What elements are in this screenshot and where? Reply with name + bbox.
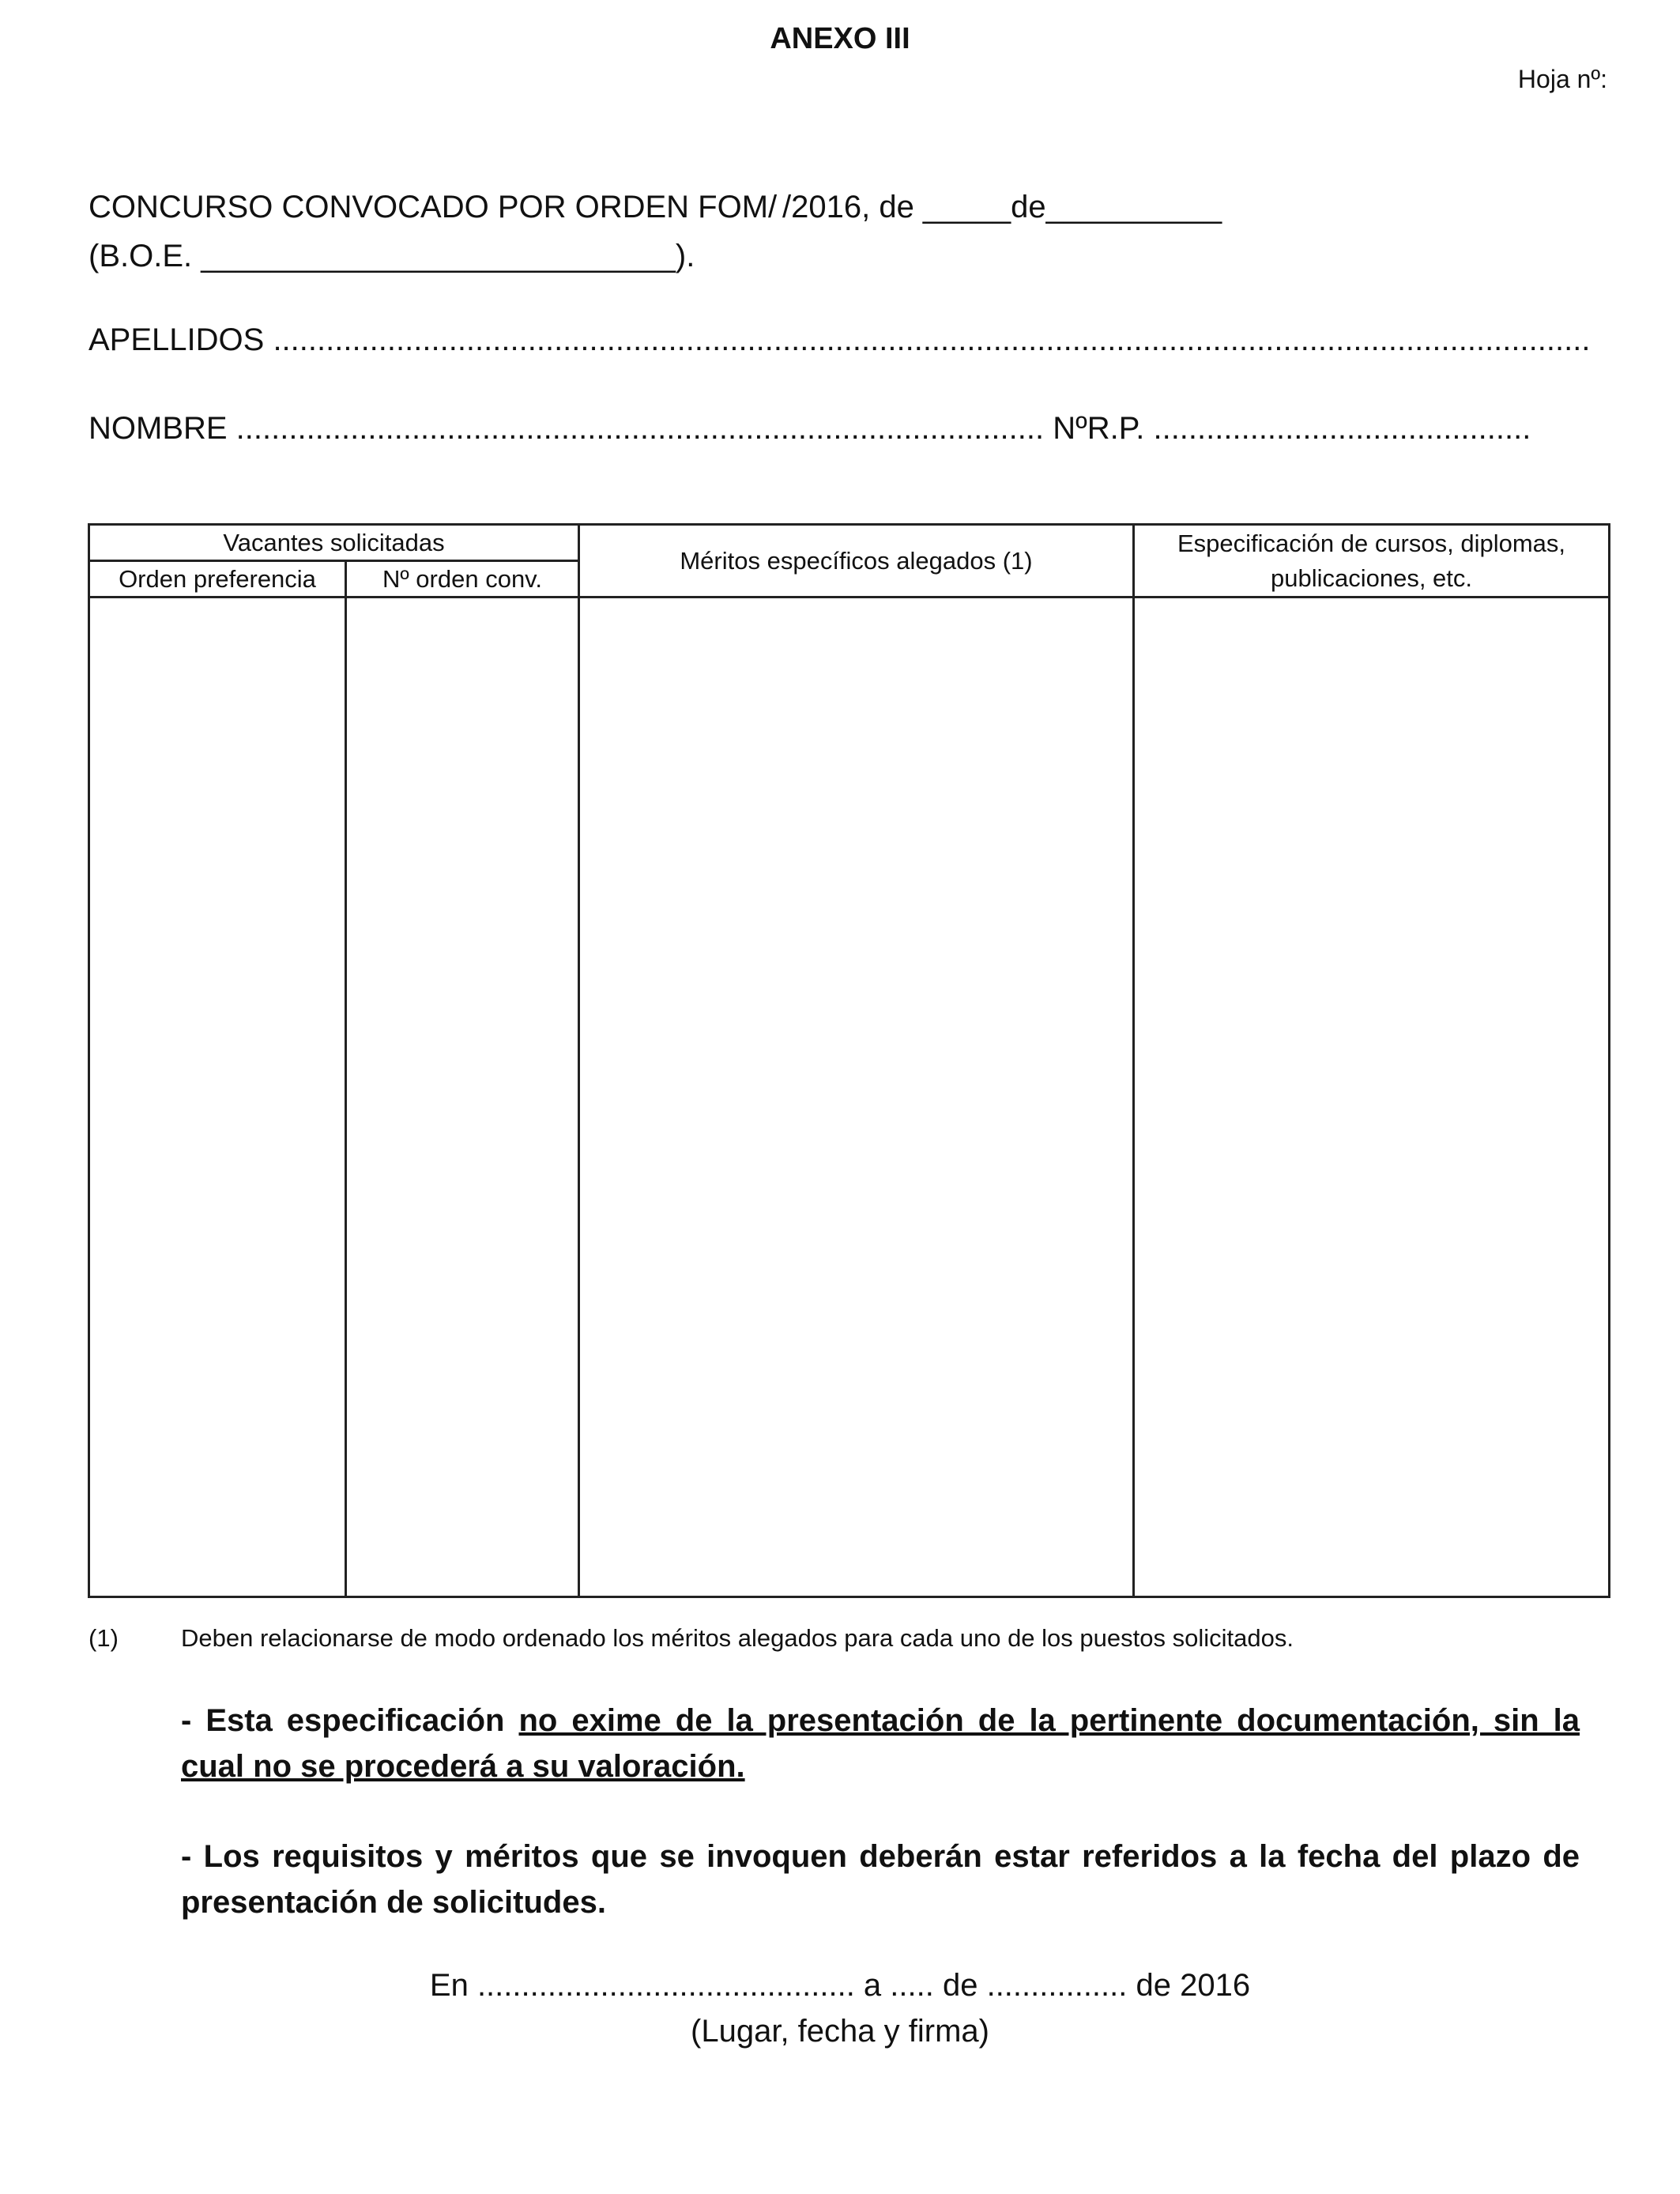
meritos-cell[interactable]	[579, 598, 1134, 1597]
especificacion-header: Especificación de cursos, diplomas, publicaciones, etc.	[1134, 525, 1610, 598]
note-documentation-prefix: - Esta especificación	[181, 1703, 519, 1738]
orden-conv-cell[interactable]	[346, 598, 579, 1597]
sheet-number-label: Hoja nº:	[1517, 65, 1607, 93]
vacantes-group-header: Vacantes solicitadas	[89, 525, 579, 561]
signature-line: En ........................................... a ..... de ................ de 2016	[429, 1968, 1251, 2003]
note-documentation-underlined: no exime de la presentación de la pertinente documentación, sin la cual no se procederá a su valoración.	[181, 1703, 1580, 1784]
meritos-header: Méritos específicos alegados (1)	[579, 525, 1134, 598]
footnote-number: (1)	[89, 1624, 119, 1652]
nombre-field: NOMBRE ............................................................................................ NºR.P. ...........................................	[89, 411, 1531, 446]
concurso-line-part2: /2016, de _____de__________	[782, 190, 1222, 224]
especificacion-cell[interactable]	[1134, 598, 1610, 1597]
orden-preferencia-cell[interactable]	[89, 598, 346, 1597]
concurso-line-part1: CONCURSO CONVOCADO POR ORDEN FOM/	[89, 190, 778, 224]
signature-caption: (Lugar, fecha y firma)	[691, 2014, 989, 2049]
document-title: ANEXO III	[770, 22, 910, 55]
note-documentation	[181, 1698, 1580, 1789]
apellidos-field: APELLIDOS ......................................................................................................................................................	[89, 322, 1591, 357]
merits-table	[88, 523, 1610, 1598]
orden-preferencia-header: Orden preferencia	[89, 561, 346, 598]
orden-conv-header: Nº orden conv.	[346, 561, 579, 598]
boe-line: (B.O.E. ___________________________).	[89, 239, 695, 273]
note-requirements: - Los requisitos y méritos que se invoquen deberán estar referidos a la fecha del plazo de presentación de solicitudes.	[181, 1839, 1580, 1920]
footnote-text: Deben relacionarse de modo ordenado los méritos alegados para cada uno de los puestos solicitados.	[181, 1624, 1294, 1652]
